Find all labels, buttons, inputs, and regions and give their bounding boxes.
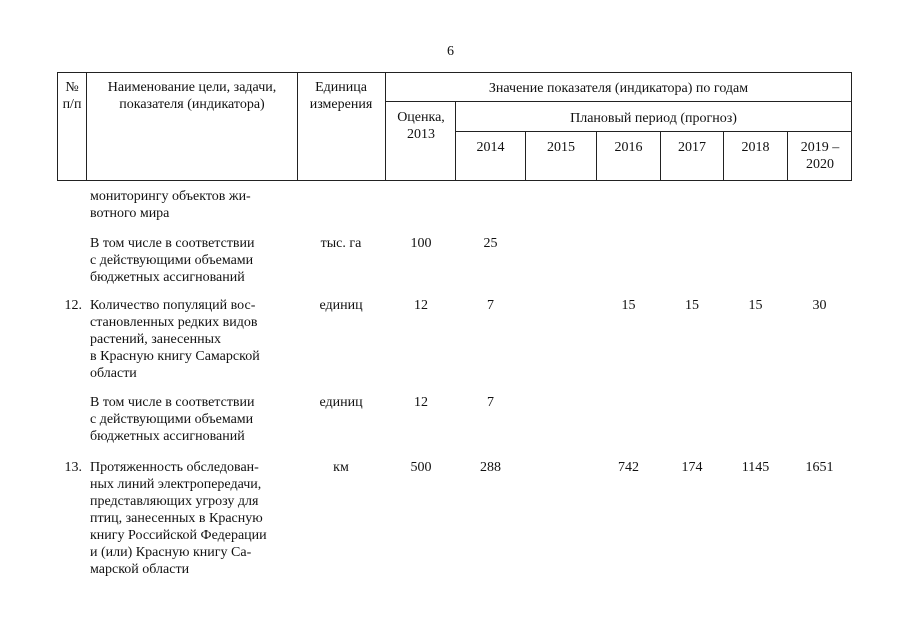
row-name-line: в Красную книгу Самарской [90, 349, 260, 364]
table-top-border [57, 72, 852, 73]
row-name-line: представляющих угрозу для [90, 494, 259, 509]
header-year-2016: 2016 [614, 140, 643, 155]
row-2014: 7 [487, 395, 494, 410]
row-unit: единиц [319, 395, 363, 410]
row-2016: 15 [621, 298, 636, 313]
row-name-line: области [90, 366, 137, 381]
row-name-line: марской области [90, 562, 190, 577]
col-border-num [86, 72, 87, 181]
row-2017: 174 [681, 460, 703, 475]
row-name-line: с действующими объемами [90, 412, 254, 427]
header-estimate: Оценка, 2013 [397, 110, 445, 142]
row-number: 12. [64, 298, 82, 313]
row-2014: 7 [487, 298, 494, 313]
row-name-line: с действующими объемами [90, 253, 254, 268]
plan-subheader-line [455, 131, 852, 132]
row-unit: тыс. га [320, 236, 362, 251]
row-name-line: и (или) Красную книгу Са- [90, 545, 252, 560]
header-year-2018: 2018 [741, 140, 770, 155]
header-name: Наименование цели, задачи, показателя (индикатора) [107, 80, 277, 112]
row-estimate: 500 [410, 460, 432, 475]
row-name-line: бюджетных ассигнований [90, 429, 245, 444]
row-estimate: 100 [410, 236, 432, 251]
row-2018: 1145 [741, 460, 770, 475]
row-name-line: В том числе в соответствии [90, 236, 255, 251]
row-name-line: птиц, занесенных в Красную [90, 511, 263, 526]
row-name-line: вотного мира [90, 206, 170, 221]
row-name-line: бюджетных ассигнований [90, 270, 245, 285]
col-border-2018 [787, 131, 788, 181]
row-estimate: 12 [414, 298, 428, 313]
header-year-2017: 2017 [678, 140, 706, 155]
header-number: № п/п [62, 80, 82, 112]
row-name-line: становленных редких видов [90, 315, 258, 330]
row-number: 13. [64, 460, 82, 475]
header-values: Значение показателя (индикатора) по годам [488, 81, 749, 96]
row-2018: 15 [748, 298, 763, 313]
row-unit: км [333, 460, 349, 475]
col-border-right [851, 72, 852, 181]
row-name-line: ных линий электропередачи, [90, 477, 262, 492]
row-name-line: книгу Российской Федерации [90, 528, 267, 543]
row-name-line: Протяженность обследован- [90, 460, 259, 475]
header-year-2014: 2014 [476, 140, 505, 155]
col-border-left [57, 72, 58, 181]
header-unit: Единица измерения [309, 80, 373, 112]
row-name-line: Количество популяций вос- [90, 298, 256, 313]
row-estimate: 12 [414, 395, 428, 410]
header-plan-period: Плановый период (прогноз) [570, 111, 737, 126]
row-2017: 15 [685, 298, 699, 313]
row-2019-2020: 30 [812, 298, 827, 313]
row-unit: единиц [319, 298, 363, 313]
row-2016: 742 [618, 460, 639, 475]
row-2014: 288 [480, 460, 501, 475]
header-year-2019-2020: 2019 – 2020 [800, 140, 840, 172]
row-name-line: растений, занесенных [90, 332, 222, 347]
row-2019-2020: 1651 [805, 460, 834, 475]
row-2014: 25 [483, 236, 498, 251]
row-name-line: В том числе в соответствии [90, 395, 255, 410]
header-year-2015: 2015 [547, 140, 575, 155]
row-name-line: мониторингу объектов жи- [90, 189, 251, 204]
page-number: 6 [447, 44, 454, 59]
